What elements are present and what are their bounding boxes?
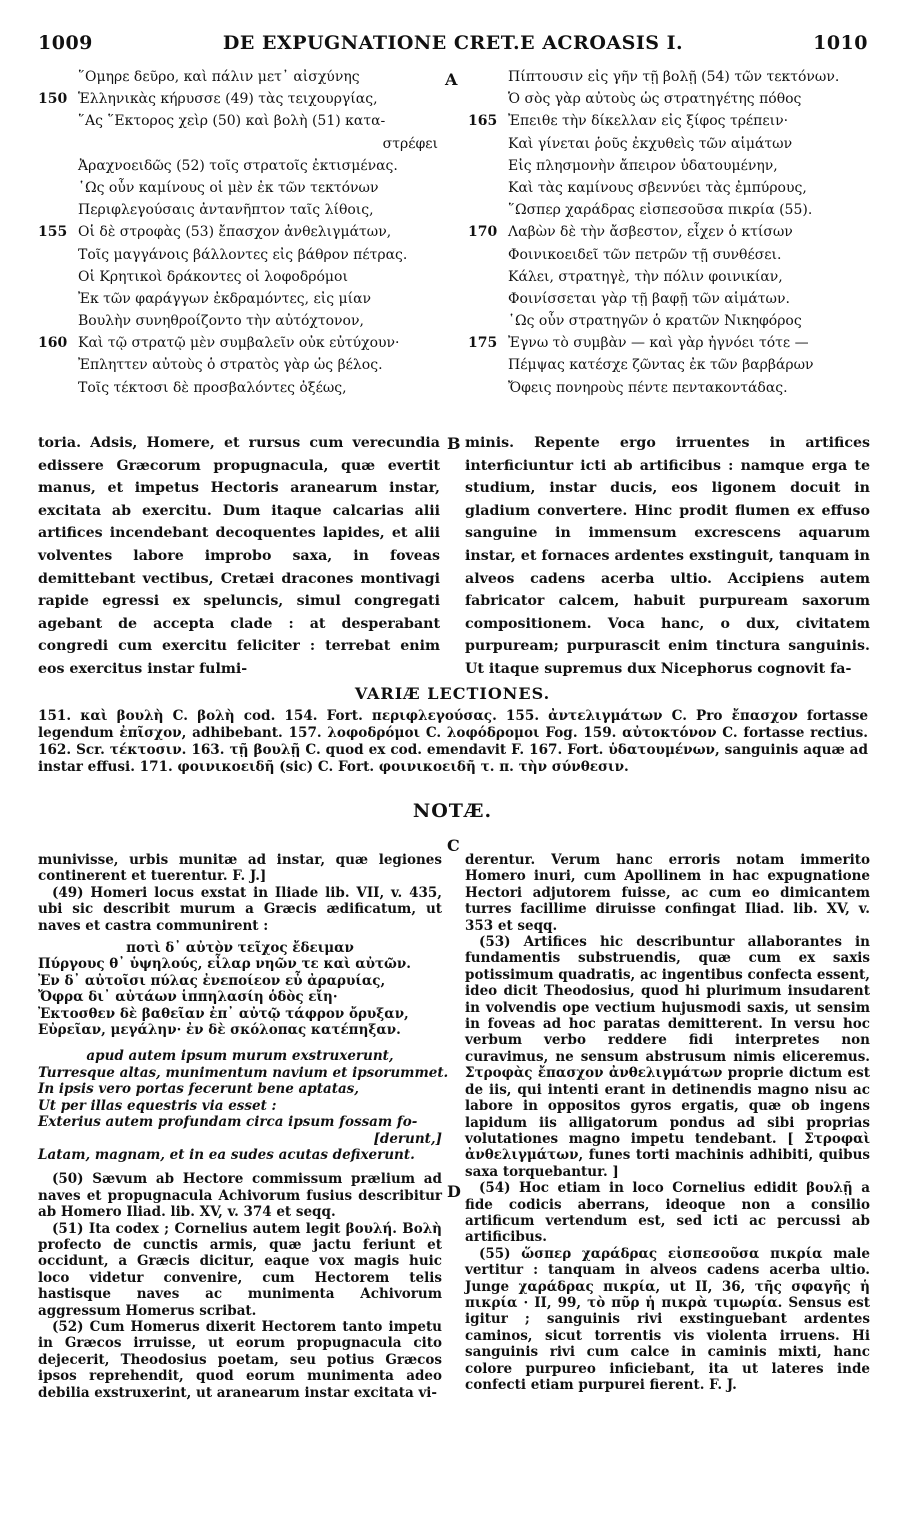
note-54: (54) Hoc etiam in loco Cornelius edidit βουλῇ a fide codicis aberrans, ideoque non a consilio artificum vertendum est, sed icti ac percussi ab artificibus. [465,1180,870,1246]
verse-text: Λαβὼν δὲ τὴν ἄσβεστον, εἶχεν ὁ κτίσων [508,224,793,241]
latin-quote-line: Ut per illas equestris via esset : [38,1097,277,1114]
verse-text: Ὁ σὸς γὰρ αὐτοὺς ὡς στρατηγέτης πόθος [508,91,802,108]
verse-text: Οἱ Κρητικοὶ δράκοντες οἱ λοφοδρόμοι [78,268,348,285]
verse-text: Καὶ τῷ στρατῷ μὲν συμβαλεῖν οὐκ εὐτύχουν· [78,335,400,352]
verse-line [38,244,438,266]
verse-line [38,133,438,155]
greek-quote-line: Ἐκτοσθεν δὲ βαθεῖαν ἐπ᾽ αὐτῷ τάφρον ὄρυξαν, [38,1005,409,1022]
verse-text: Εἰς πλησμονὴν ἄπειρον ὑδατουμένην, [508,157,778,174]
verse-text: ῾Ως οὖν στρατηγῶν ὁ κρατῶν Νικηφόρος [508,313,802,330]
verse-line [38,155,438,177]
latin-quote-line: [derunt,] [373,1130,442,1147]
greek-poem-left-column [38,66,438,399]
verse-text: Τοῖς τέκτοσι δὲ προσβαλόντες ὀξέως, [78,379,347,396]
verse-text: Βουλὴν συνηθροίζοντο τὴν αὐτόχτονον, [78,313,364,330]
page-number-right: 1010 [813,32,868,54]
verse-number: 165 [468,113,498,130]
verse-text: ῞Ας ῞Εκτορος χεὶρ (50) καὶ βολὴ (51) κατα- [78,113,386,130]
verse-number: 155 [38,224,68,241]
note-52: (52) Cum Homerus dixerit Hectorem tanto impetu in Græcos irruisse, ut eorum propugnacula cito dejecerit, Theodosius poetam, seu potius Græcos ipsos reprehendit, quod eorum munimenta adeo debilia exstruxerint, ut aranearum instar excitata vi- [38,1318,442,1401]
greek-quote-line: ποτὶ δ᾽ αὐτὸν τεῖχος ἔδειμαν [126,940,354,957]
latin-quote-line: Exterius autem profundam circa ipsum fossam fo- [38,1114,418,1131]
note-continuation: munivisse, urbis munitæ ad instar, quæ legiones continerent et tuerentur. F. J.] [38,852,442,885]
verse-line [38,266,438,288]
verse-line [468,177,868,199]
verse-text: Ἐκ τῶν φαράγγων ἐκδραμόντες, εἰς μίαν [78,290,372,307]
verse-line [38,66,438,88]
greek-quote-line: Εὐρεῖαν, μεγάλην· ἐν δὲ σκόλοπας κατέπηξαν. [38,1022,401,1039]
verse-line [468,310,868,332]
verse-line [38,310,438,332]
verse-text: Ἀραχνοειδῶς (52) τοῖς στρατοῖς ἐκτισμένας. [78,157,398,174]
verse-text: Οἱ δὲ στροφὰς (53) ἔπασχον ἀνθελιγμάτων, [78,224,392,241]
verse-text: ῾Ως οὖν καμίνους οἱ μὲν ἐκ τῶν τεκτόνων [78,179,379,196]
homer-greek-quote [38,940,442,1038]
note-49: (49) Homeri locus exstat in Iliade lib. VII, v. 435, ubi sic describit murum a Græcis ædificatum, ut naves et castra communirent : [38,884,442,934]
verse-line [468,288,868,310]
verse-number: 175 [468,335,498,352]
verse-line [38,288,438,310]
verse-text: Καὶ γίνεται ῥοῦς ἐκχυθεὶς τῶν αἱμάτων [508,135,793,152]
latin-quote-line: Latam, magnam, et in ea sudes acutas defixerunt. [38,1146,415,1163]
verse-line [468,266,868,288]
note-continuation: derentur. Verum hanc erroris notam immerito Homero inuri, cum Apollinem in hac expugnatione Hectori adjutorem fuisse, ac cum eo dimicantem turres facillime diruisse confingat Iliad. lib. XV, v. 353 et seqq. [465,852,870,934]
verse-line [468,110,868,132]
verse-text: Πέμψας κατέσχε ζῶντας ἐκ τῶν βαρβάρων [508,357,814,374]
latin-translation-right: minis. Repente ergo irruentes in artifices interficiuntur icti ab artificibus : namque erga te studium, instar ducis, eos ligonem docuit in gladium convertere. Hinc prodit flumen ex effuso sanguine in immensum excrescens aquarum instar, et fornaces ardentes exstinguit, tanquam in alveos cadens acerba ultio. Accipiens autem fabricator calcem, habuit purpuream saxorum compositionem. Voca hanc, o dux, civitatem purpuream; purpurascit enim tinctura sanguinis. Ut itaque supremus dux Nicephorus cognovit fa- [465,435,870,677]
verse-number: 160 [38,335,68,352]
verse-line [468,377,868,399]
verse-text: Ἐπειθε τὴν δίκελλαν εἰς ξίφος τρέπειν· [508,113,789,130]
verse-line [38,354,438,376]
greek-poem-right-column [468,66,868,399]
latin-quote-line: apud autem ipsum murum exstruxerunt, [86,1048,394,1065]
verse-text: ῞Ωσπερ χαράδρας εἰσπεσοῦσα πικρία (55). [508,202,813,219]
verse-number: 150 [38,91,68,108]
notes-left-column [38,852,449,1401]
greek-quote-line: Πύργους θ᾽ ὑψηλούς, εἶλαρ νηῶν τε καὶ αὐτῶν. [38,956,411,973]
verse-line [468,88,868,110]
note-55: (55) ὥσπερ χαράδρας εἰσπεσοῦσα πικρία male vertitur : tanquam in alveos cadens acerba ultio. Junge χαράδρας πικρία, ut II, 36, τῆς σφαγῆς ἡ πικρία · II, 99, τὸ πῦρ ἡ πικρὰ τιμωρία. Sensus est igitur ; sanguinis rivi exstinguebant ardentes caminos, sicut torrentis vis violenta irruens. Hi sanguinis rivi cum calce in caminis mixti, hanc colore purpureo inficiebant, ita ut lateres inde confecti etiam purpurei fierent. F. J. [465,1245,870,1393]
margin-letter-d: D [447,1182,461,1201]
latin-quote-line: In ipsis vero portas fecerunt bene aptatas, [38,1081,359,1098]
verse-text: στρέφει [382,135,438,152]
verse-line [468,332,868,354]
verse-line [38,332,438,354]
verse-number: 170 [468,224,498,241]
margin-letter-c: C [447,836,460,855]
variae-lectiones-heading: VARIÆ LECTIONES. [354,684,551,703]
verse-line [38,221,438,243]
verse-text: Ἑλληνικὰς κήρυσσε (49) τὰς τειχουργίας, [78,91,378,108]
homer-latin-quote [38,1048,449,1163]
greek-quote-line: Ὄφρα δι᾽ αὐτάων ἱππηλασίη ὁδὸς εἴη· [38,989,338,1006]
verse-line [38,88,438,110]
verse-line [468,66,868,88]
verse-text: Ἐπληττεν αὐτοὺς ὁ στρατὸς γὰρ ὡς βέλος. [78,357,383,374]
page-title: DE EXPUGNATIONE CRET.E ACROASIS I. [222,32,684,54]
verse-line [38,377,438,399]
latin-quote-line: Turresque altas, munimentum navium et ipsorummet. [38,1064,449,1081]
margin-letter-b: B [447,434,461,453]
verse-text: Πίπτουσιν εἰς γῆν τῇ βολῇ (54) τῶν τεκτόνων. [508,69,840,85]
variae-lectiones-text: 151. καὶ βουλὴ C. βολὴ cod. 154. Fort. περιφλεγούσας. 155. ἀντελιγμάτων C. Pro ἔπασχον fortasse legendum ἐπῖσχον, adhibebant. 157. λοφοδρόμοι C. λοφόδρομοι Fog. 159. αὐτοκτόνον C. fortasse rectius. 162. Scr. τέκτοσιν. 163. τῇ βουλῇ C. quod ex cod. emendavit F. 167. Fort. ὑδατουμένων, sanguinis aquæ ad instar effusi. 171. φοινικοειδῆ (sic) C. Fort. φοινικοειδῆ τ. π. τὴν σύνθεσιν. [38,708,868,775]
note-50: (50) Sævum ab Hectore commissum prælium ad naves et propugnacula Achivorum fusius describitur ab Homero Iliad. lib. XV, v. 374 et seqq. [38,1171,442,1221]
verse-text: ῞Ομηρε δεῦρο, καὶ πάλιν μετ᾽ αἰσχύνης [78,69,360,85]
note-51: (51) Ita codex ; Cornelius autem legit βουλή. Βολὴ profecto de cunctis armis, quæ jactu feriunt et occidunt, a Græcis dicitur, eaque vox magis huic loco videtur convenire, cum Hectorem telis hastisque naves ac munimenta Achivorum aggressum Homerus scribat. [38,1220,442,1319]
verse-line [468,155,868,177]
verse-line [468,133,868,155]
latin-translation-left: toria. Adsis, Homere, et rursus cum verecundia edissere Græcorum propugnacula, quæ evertit manus, et impetus Hectoris aranearum instar, excitata ab exercitu. Dum itaque calcarias alii artifices incendebant decoquentes lapides, et alii volventes labore improbo saxa, in foveas demittebant vectibus, Cretæi dracones montivagi rapide egressi ex speluncis, simul congregati agebant de accepta clade : at desperabant congredi cum exercitu feliciter : terrebat enim eos exercitus instar fulmi- [38,435,440,677]
verse-line [38,110,438,132]
verse-line [38,177,438,199]
verse-line [468,244,868,266]
notae-heading: NOTÆ. [412,800,493,822]
notes-right-column [465,852,870,1393]
verse-text: Ὄφεις πονηροὺς πέντε πεντακοντάδας. [508,379,788,396]
verse-text: Φοινικοειδεῖ τῶν πετρῶν τῇ συνθέσει. [508,246,782,263]
margin-letter-a: A [445,70,458,89]
greek-quote-line: Ἐν δ᾽ αὐτοῖσι πύλας ἐνεποίεον εὖ ἀραρυίας, [38,972,386,989]
verse-line [38,199,438,221]
page-number-left: 1009 [38,32,93,54]
verse-text: Φοινίσσεται γὰρ τῇ βαφῇ τῶν αἱμάτων. [508,290,790,307]
verse-text: Περιφλεγούσαις ἀντανῆπτον ταῖς λίθοις, [78,202,374,219]
verse-text: Ἐγνω τὸ συμβὰν — καὶ γὰρ ἠγνόει τότε — [508,335,809,352]
verse-line [468,221,868,243]
running-header [38,32,868,60]
verse-text: Κάλει, στρατηγὲ, τὴν πόλιν φοινικίαν, [508,268,783,285]
verse-line [468,199,868,221]
verse-text: Καὶ τὰς καμίνους σβεννύει τὰς ἐμπύρους, [508,179,807,196]
verse-line [468,354,868,376]
verse-text: Τοῖς μαγγάνοις βάλλοντες εἰς βάθρον πέτρας. [78,246,408,263]
note-53: (53) Artifices hic describuntur allaborantes in fundamentis substruendis, quæ cum ex saxis potissimum quadratis, ac ingentibus confecta essent, ideo dicit Theodosius, quod hi plurimum insudarent in volvendis ope vectium hujusmodi saxis, ut sensim in foveas ad hoc paratas demitterent. In versu hoc verbum verbo reddere fidi interpretes non curavimus, ne sensum abstrusum nimis eliceremus. Στροφὰς ἔπασχον ἀνθελιγμάτων proprie dictum est de iis, qui intenti erant in detinendis magno nisu ac labore in oppositos gyros ergatis, quæ ob ingens lapidum iis alligatorum pondus ad sibi proprias volutationes magno impetu tendebant. [ Στροφαὶ ἀνθελιγμάτων, funes torti machinis adhibiti, quibus saxa torquebantur. ] [465,934,870,1180]
